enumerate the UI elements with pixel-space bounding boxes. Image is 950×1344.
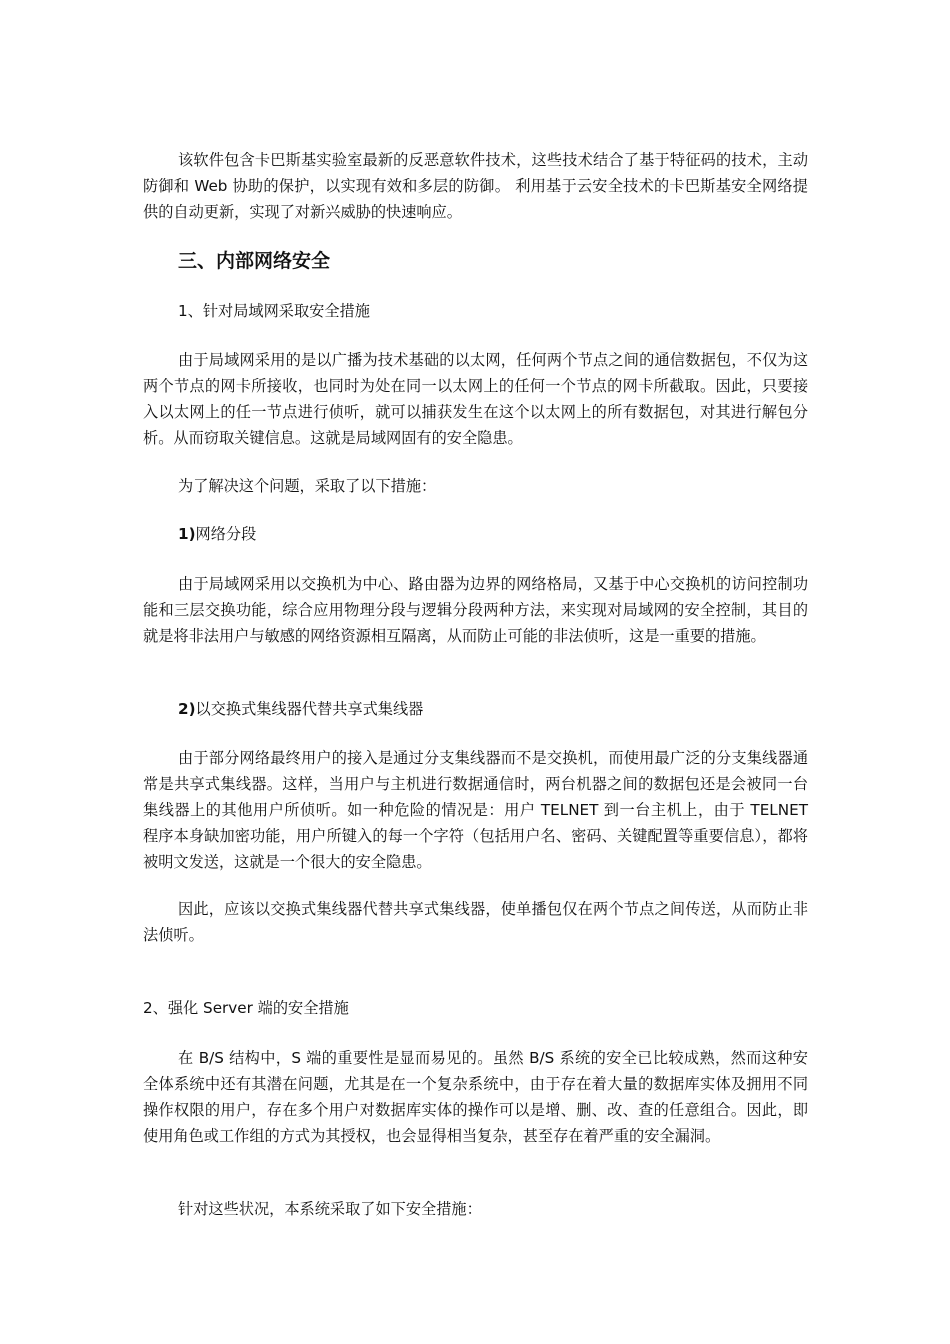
list-item-switched-hub — [178, 696, 423, 722]
paragraph-measures-intro: 为了解决这个问题，采取了以下措施： — [178, 477, 437, 495]
paragraph-lan-risk: 由于局域网采用的是以广播为技术基础的以太网，任何两个节点之间的通信数据包，不仅为这两个节点的网卡所接收，也同时为处在同一以太网上的任何一个节点的网卡所截取。因此，只要接入以太网上的任一节点进行侦听，就可以捕获发生在这个以太网上的所有数据包，对其进行解包分析。从而窃取关键信息。这就是局域网固有的安全隐患。 — [143, 351, 808, 447]
paragraph-hub-conclusion: 因此，应该以交换式集线器代替共享式集线器，使单播包仅在两个节点之间传送，从而防止非法侦听。 — [143, 900, 808, 944]
list-item-number: 2) — [178, 700, 196, 718]
list-item-text: 以交换式集线器代替共享式集线器 — [195, 700, 424, 718]
list-item-text: 网络分段 — [195, 525, 257, 543]
paragraph-server: 在 B/S 结构中，S 端的重要性是显而易见的。虽然 B/S 系统的安全已比较成熟，然而这种安全体系统中还有其潜在问题，尤其是在一个复杂系统中，由于存在着大量的数据库实体及拥用不同操作权限的用户，存在多个用户对数据库实体的操作可以是增、删、改、查的任意组合。因此，即使用角色或工作组的方式为其授权，也会显得相当复杂，甚至存在着严重的安全漏洞。 — [143, 1049, 808, 1145]
list-item-network-segmentation — [178, 521, 256, 547]
intro-paragraph: 该软件包含卡巴斯基实验室最新的反恶意软件技术，这些技术结合了基于特征码的技术，主动防御和 Web 协助的保护，以实现有效和多层的防御。 利用基于云安全技术的卡巴斯基安全网络提供的自动更新，实现了对新兴威胁的快速响应。 — [143, 151, 808, 221]
section-heading: 三、内部网络安全 — [178, 250, 331, 272]
paragraph-hub-risk: 由于部分网络最终用户的接入是通过分支集线器而不是交换机，而使用最广泛的分支集线器通常是共享式集线器。这样，当用户与主机进行数据通信时，两台机器之间的数据包还是会被同一台集线器上的其他用户所侦听。如一种危险的情况是：用户 TELNET 到一台主机上，由于 TELNET 程序本身缺加密功能，用户所键入的每一个字符（包括用户名、密码、关键配置等重要信息），都将被明文发送，这就是一个很大的安全隐患。 — [143, 749, 808, 871]
list-item-number: 1) — [178, 525, 196, 543]
paragraph-server-measures: 针对这些状况，本系统采取了如下安全措施： — [178, 1200, 482, 1218]
paragraph-segmentation: 由于局域网采用以交换机为中心、路由器为边界的网络格局，又基于中心交换机的访问控制功能和三层交换功能，综合应用物理分段与逻辑分段两种方法，来实现对局域网的安全控制，其目的就是将非法用户与敏感的网络资源相互隔离，从而防止可能的非法侦听，这是一重要的措施。 — [143, 575, 808, 645]
subsection-1-title: 1、针对局域网采取安全措施 — [178, 302, 370, 320]
subsection-2-title: 2、强化 Server 端的安全措施 — [143, 999, 349, 1017]
